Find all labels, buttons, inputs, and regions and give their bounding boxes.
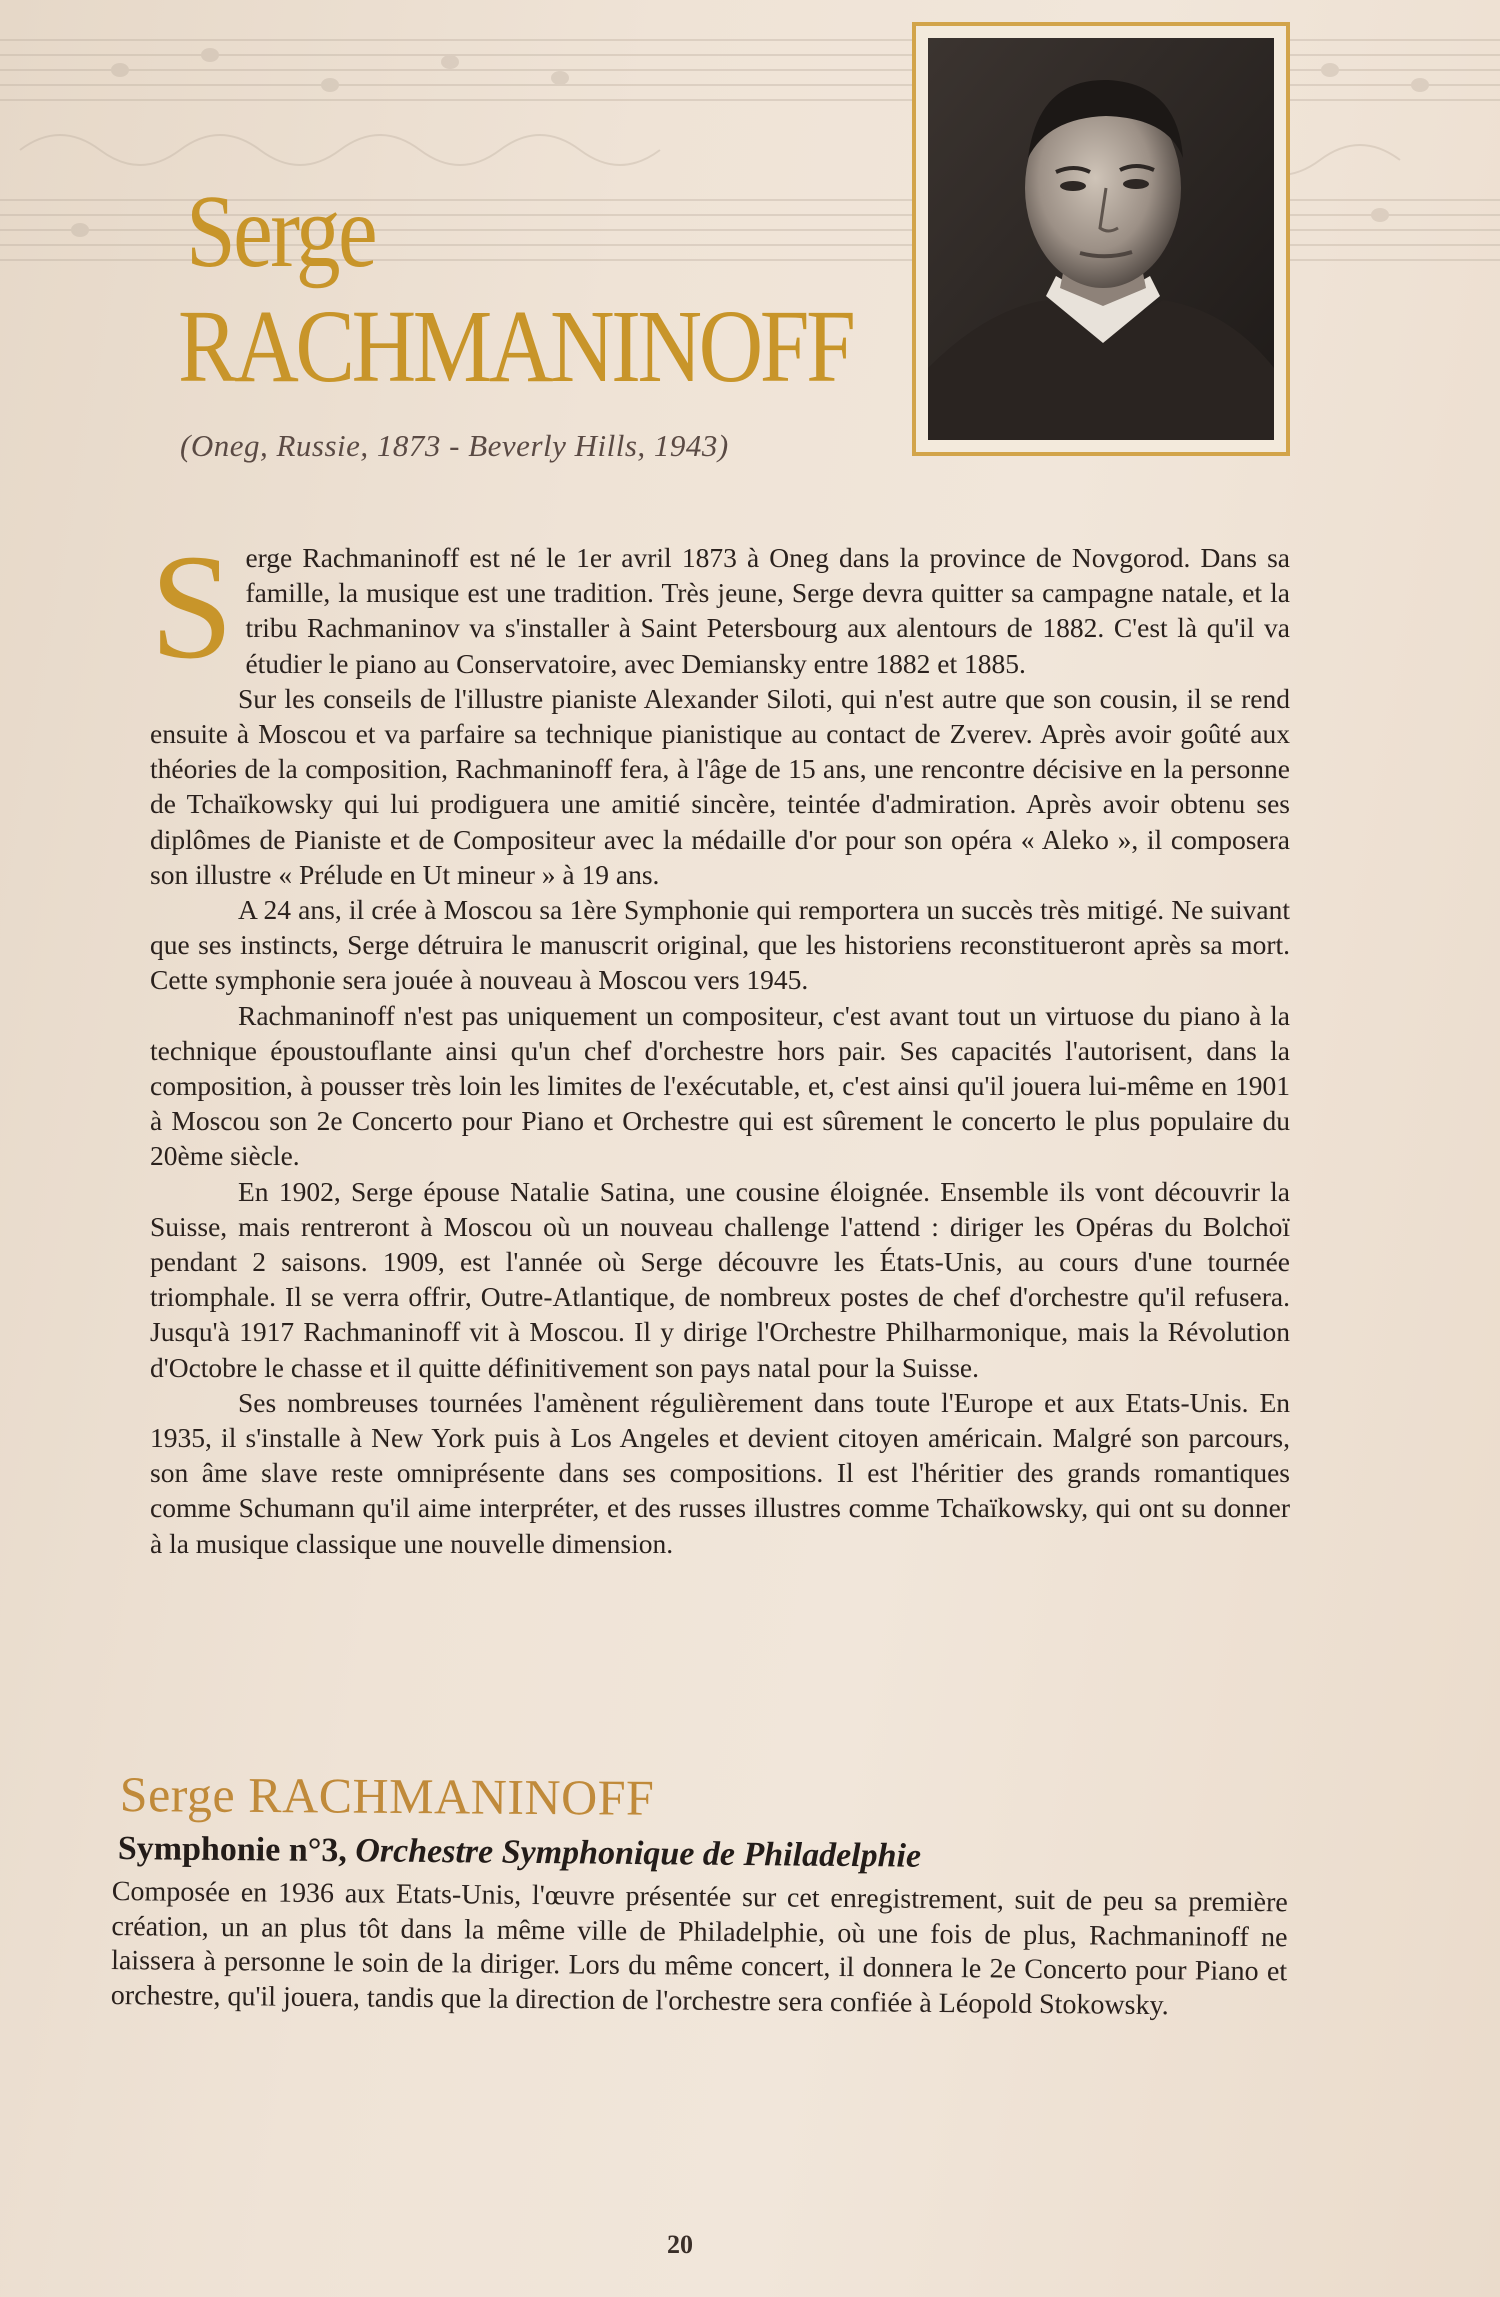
portrait-photo-icon: [928, 38, 1274, 440]
biography-paragraph: En 1902, Serge épouse Natalie Satina, une cousine éloignée. Ensemble ils vont découvrir la Suisse, mais rentreront à Moscou où un nouveau challenge l'attend : diriger les Opéras du Bolchoï pendant 2 saisons. 1909, est l'année où Serge découvre les États-Unis, au cours d'une tournée triomphale. Il se verra offrir, Outre-Atlantique, de nombreux postes de chef d'orchestre qu'il refusera. Jusqu'à 1917 Rachmaninoff vit à Moscou. Il y dirige l'Orchestre Philharmonique, mais la Révolution d'Octobre le chasse et il quitte définitivement son pays natal pour la Suisse.: [150, 1175, 1290, 1383]
biography-paragraph: A 24 ans, il crée à Moscou sa 1ère Symphonie qui remportera un succès très mitigé. Ne suivant que ses instincts, Serge détruira le manuscrit original, que les historiens reconstitueront après sa mort. Cette symphonie sera jouée à nouveau à Moscou vers 1945.: [150, 894, 1290, 996]
recording-heading: [118, 1830, 1286, 1879]
recording-work-title: Symphonie n°3,: [117, 1830, 348, 1870]
portrait-frame: [912, 22, 1290, 456]
page-number: 20: [667, 2230, 693, 2259]
recording-orchestra: Orchestre Symphonique de Philadelphie: [355, 1832, 922, 1875]
recording-description: Composée en 1936 aux Etats-Unis, l'œuvre présentée sur cet enregistrement, suit de peu sa première création, un an plus tôt dans la même ville de Philadelphie, où une fois de plus, Rachmaninoff ne laissera à personne le soin de la diriger. Lors du même concert, il donnera le 2e Concerto pour Piano et orchestre, qu'il jouera, tandis que la direction de l'orchestre sera confiée à Léopold Stokowsky.: [110, 1876, 1288, 2021]
biography-paragraph: erge Rachmaninoff est né le 1er avril 1873 à Oneg dans la province de Novgorod. Dans sa famille, la musique est une tradition. Très jeune, Serge devra quitter sa campagne natale, et la tribu Rachmaninov va s'installer à Saint Petersbourg aux alentours de 1882. C'est là qu'il va étudier le piano au Conservatoire, avec Demiansky entre 1882 et 1885.: [245, 542, 1290, 679]
drop-cap: S: [150, 524, 234, 690]
composer-last-name: RACHMANINOFF: [178, 289, 853, 404]
biography-text: [150, 524, 1290, 1561]
biography-paragraph: Sur les conseils de l'illustre pianiste Alexander Siloti, qui n'est autre que son cousin, il se rend ensuite à Moscou et va parfaire sa technique pianistique au contact de Zverev. Après avoir goûté aux théories de la composition, Rachmaninoff fera, à l'âge de 15 ans, une rencontre décisive en la personne de Tchaïkowsky qui lui prodiguera une amitié sincère, teintée d'admiration. Après avoir obtenu ses diplômes de Pianiste et de Compositeur avec la médaille d'or pour son opéra « Aleko », il composera son illustre « Prélude en Ut mineur » à 19 ans.: [150, 682, 1290, 890]
biography-paragraph: Rachmaninoff n'est pas uniquement un compositeur, c'est avant tout un virtuose du piano à la technique époustouflante ainsi qu'un chef d'orchestre hors pair. Ses capacités l'autorisent, dans la composition, à pousser très loin les limites de l'exécutable, et, c'est ainsi qu'il jouera lui-même en 1901 à Moscou son 2e Concerto pour Piano et Orchestre qui est sûrement le concerto le plus populaire du 20ème siècle.: [150, 999, 1290, 1172]
recording-section-title: Serge RACHMANINOFF: [119, 1766, 655, 1826]
composer-first-name: Serge: [186, 174, 376, 289]
biography-paragraph: Ses nombreuses tournées l'amènent régulièrement dans toute l'Europe et aux Etats-Unis. En 1935, il s'installe à New York puis à Los Angeles et devient citoyen américain. Malgré son parcours, son âme slave reste omniprésente dans ses compositions. Il est l'héritier des grands romantiques comme Schumann qu'il aime interpréter, et des russes illustres comme Tchaïkowsky, qui ont su donner à la musique classique une nouvelle dimension.: [150, 1386, 1290, 1559]
composer-dates: (Oneg, Russie, 1873 - Beverly Hills, 1943): [180, 428, 729, 463]
